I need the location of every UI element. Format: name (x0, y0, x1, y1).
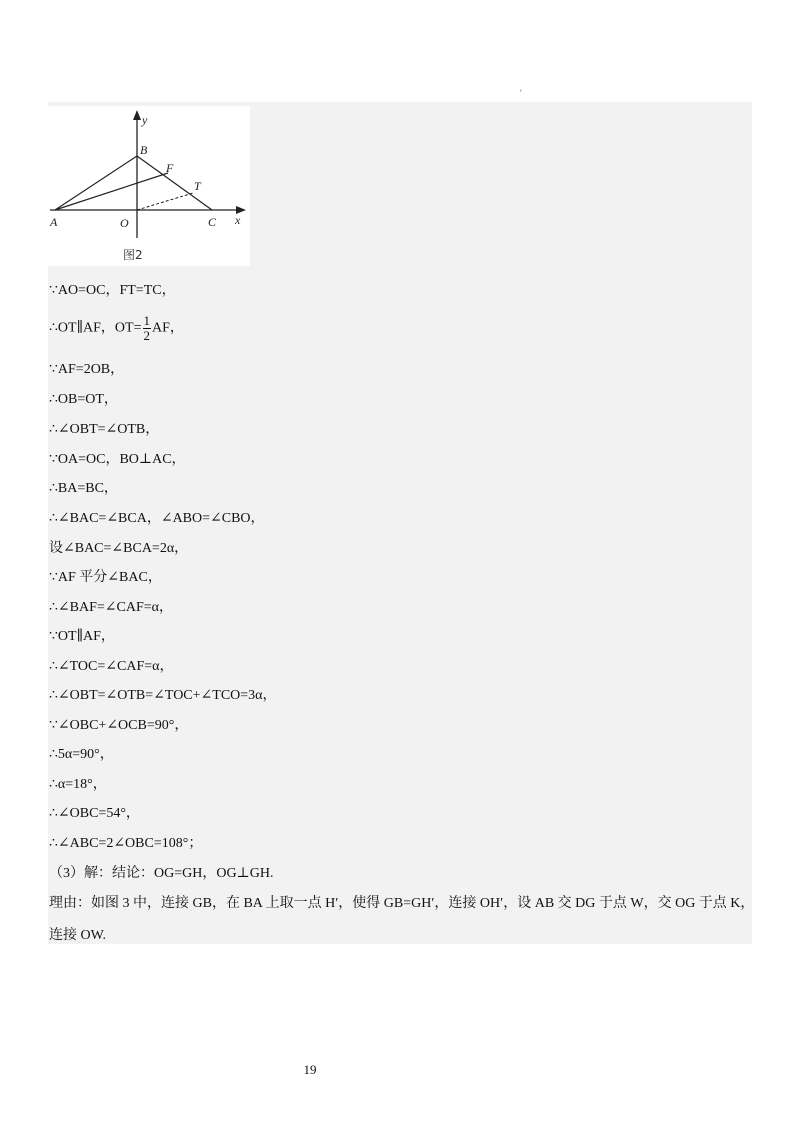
figure-caption: 图2 (123, 248, 143, 262)
fraction-numerator: 1 (143, 313, 150, 328)
text-line: ∵OA=OC，BO⊥AC， (49, 452, 186, 467)
text-line: ∴OB=OT， (49, 392, 118, 407)
text-line: ∴BA=BC， (49, 481, 118, 496)
text-line: ∵AO=OC，FT=TC， (49, 283, 176, 298)
text-line: 理由：如图 3 中，连接 GB，在 BA 上取一点 H′，使得 GB=GH′，连接 OH′，设 AB 交 DG 于点 W，交 OG 于点 K， (49, 896, 755, 911)
point-label-f: F (166, 161, 174, 175)
geometry-figure (48, 106, 250, 266)
segment-ab (55, 156, 137, 210)
text-line: ∴∠OBC=54°， (49, 806, 140, 821)
text-line: ∴∠OBT=∠OTB=∠TOC+∠TCO=3α， (49, 688, 277, 703)
text-line: ∵OT∥AF， (49, 629, 115, 644)
text-line: 设∠BAC=∠BCA=2α， (49, 541, 189, 556)
segment-af (55, 173, 168, 210)
axis-label-x: x (235, 213, 241, 227)
fraction-suffix: AF， (152, 320, 184, 336)
y-axis-arrow-icon (133, 110, 141, 120)
page-number: 19 (303, 1062, 317, 1077)
text-line-with-fraction (49, 314, 184, 343)
axis-label-y: y (142, 113, 148, 127)
point-label-o: O (120, 216, 129, 230)
segment-bc (137, 156, 212, 210)
text-line: （3）解：结论：OG=GH，OG⊥GH. (49, 866, 274, 881)
text-line: ∴∠TOC=∠CAF=α， (49, 659, 174, 674)
text-line: ∴α=18°， (49, 777, 107, 792)
text-line: ∵AF=2OB， (49, 362, 125, 377)
text-line: ∴∠ABC=2∠OBC=108°； (49, 836, 203, 851)
point-label-c: C (208, 215, 217, 229)
text-line: 连接 OW. (49, 928, 107, 943)
header-mark: ′ (520, 88, 522, 98)
text-line: ∴∠BAF=∠CAF=α， (49, 600, 173, 615)
text-line: ∵AF 平分∠BAC， (49, 570, 162, 585)
text-line: ∴∠OBT=∠OTB， (49, 422, 160, 437)
text-line: ∴5α=90°， (49, 747, 114, 762)
segment-ot (137, 193, 193, 210)
point-label-b: B (140, 143, 148, 157)
figure-canvas (48, 106, 250, 266)
text-line: ∴∠BAC=∠BCA，∠ABO=∠CBO， (49, 511, 265, 526)
fraction (143, 314, 152, 343)
fraction-denominator: 2 (143, 328, 150, 343)
fraction-prefix: ∴OT∥AF，OT= (49, 320, 142, 336)
point-label-a: A (50, 215, 58, 229)
point-label-t: T (194, 179, 201, 193)
text-line: ∵∠OBC+∠OCB=90°， (49, 718, 189, 733)
